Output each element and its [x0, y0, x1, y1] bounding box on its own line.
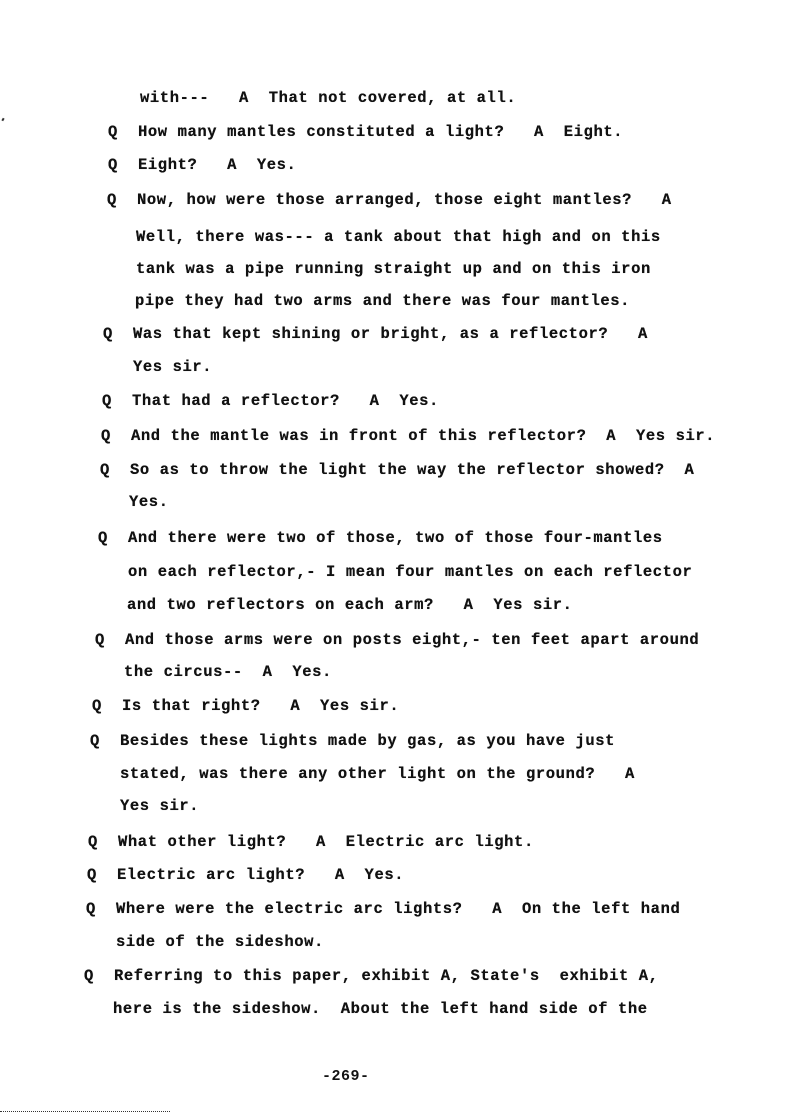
footer-rule [0, 1110, 170, 1112]
transcript-line: with--- A That not covered, at all. [140, 89, 517, 107]
question-marker: Q [100, 461, 110, 479]
transcript-line: Was that kept shining or bright, as a reflector? A [133, 325, 648, 343]
question-marker: Q [88, 833, 98, 851]
transcript-line: Yes sir. [133, 358, 213, 376]
question-marker: Q [101, 427, 111, 445]
transcript-line: tank was a pipe running straight up and on this iron [136, 260, 651, 278]
question-marker: Q [92, 697, 102, 715]
transcript-line: the circus-- A Yes. [124, 663, 332, 681]
question-marker: Q [86, 900, 96, 918]
transcript-line: and two reflectors on each arm? A Yes sir. [127, 596, 573, 614]
transcript-line: Eight? A Yes. [138, 156, 297, 174]
transcript-line: And those arms were on posts eight,- ten feet apart around [125, 631, 700, 649]
transcript-line: Where were the electric arc lights? A On the left hand [116, 900, 681, 918]
question-marker: Q [84, 967, 94, 985]
transcript-line: Referring to this paper, exhibit A, State's exhibit A, [114, 967, 659, 985]
transcript-line: here is the sideshow. About the left hand side of the [113, 1000, 648, 1018]
question-marker: Q [108, 156, 118, 174]
transcript-line: Now, how were those arranged, those eight mantles? A [137, 191, 672, 209]
question-marker: Q [102, 392, 112, 410]
transcript-line: on each reflector,- I mean four mantles on each reflector [128, 563, 693, 581]
margin-mark [1, 118, 4, 122]
transcript-line: Is that right? A Yes sir. [122, 697, 400, 715]
transcript-line: And there were two of those, two of those four-mantles [128, 529, 663, 547]
question-marker: Q [95, 631, 105, 649]
transcript-line: stated, was there any other light on the ground? A [120, 765, 635, 783]
question-marker: Q [90, 732, 100, 750]
question-marker: Q [87, 866, 97, 884]
transcript-line: Besides these lights made by gas, as you have just [120, 732, 616, 750]
question-marker: Q [98, 529, 108, 547]
question-marker: Q [103, 325, 113, 343]
transcript-line: What other light? A Electric arc light. [118, 833, 534, 851]
transcript-line: Electric arc light? A Yes. [117, 866, 405, 884]
transcript-line: How many mantles constituted a light? A Eight. [138, 123, 624, 141]
question-marker: Q [108, 123, 118, 141]
question-marker: Q [107, 191, 117, 209]
transcript-line: That had a reflector? A Yes. [132, 392, 439, 410]
transcript-line: Well, there was--- a tank about that high and on this [136, 228, 661, 246]
transcript-line: And the mantle was in front of this reflector? A Yes sir. [131, 427, 716, 445]
transcript-line: So as to throw the light the way the reflector showed? A [130, 461, 695, 479]
transcript-line: pipe they had two arms and there was four mantles. [135, 292, 631, 310]
transcript-line: Yes. [129, 493, 169, 511]
transcript-line: side of the sideshow. [116, 933, 324, 951]
transcript-line: Yes sir. [120, 797, 200, 815]
page-number: -269- [322, 1068, 370, 1085]
